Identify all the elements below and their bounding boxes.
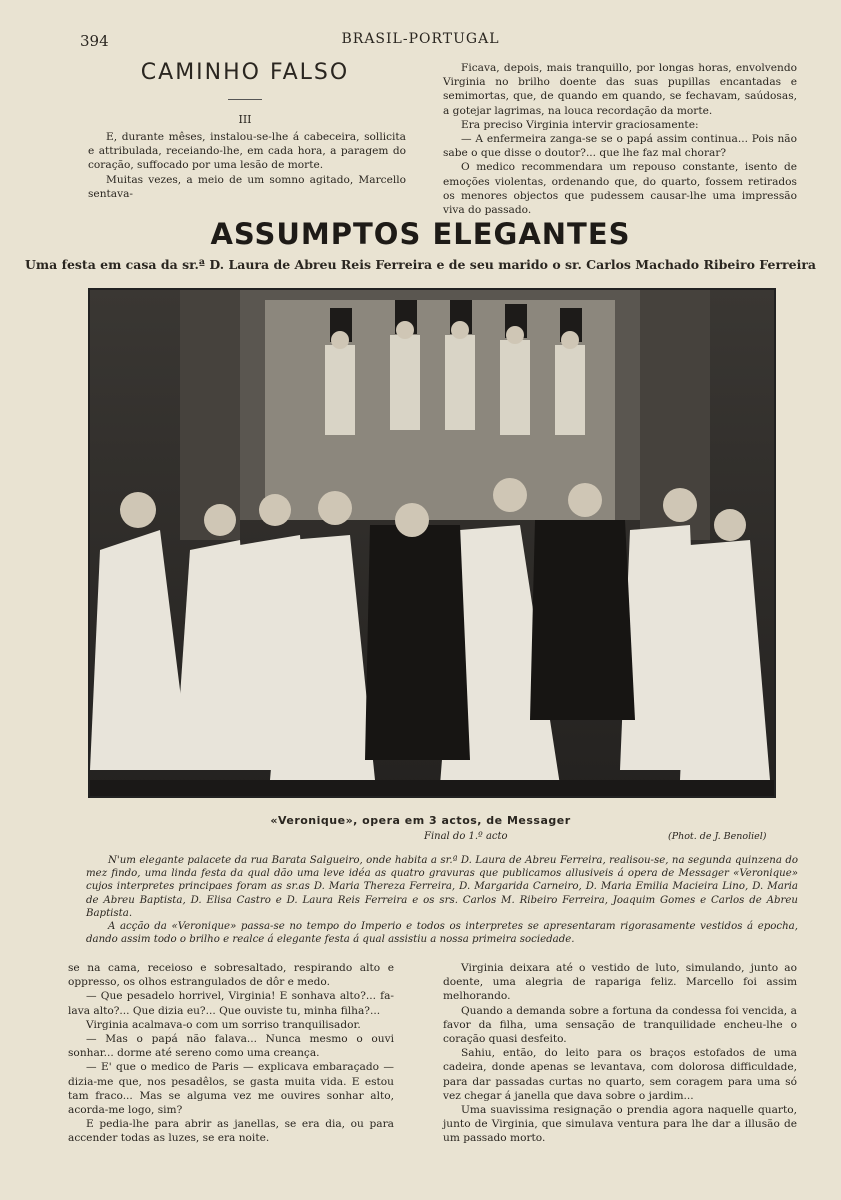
photo-illustration (90, 290, 774, 796)
paragraph: Ficava, depois, mais tranquillo, por longas horas, envolvendo Virginia no brilho doente das suas pupillas encantadas e semimortas, que, de quando em quando, se fechavam, saúdosas, a gotejar lagrimas, na louca recordação da morte. (443, 62, 797, 117)
story-column-2-bottom (443, 961, 797, 1146)
title-rule (228, 99, 262, 100)
paragraph: Muitas vezes, a meio de um somno agitado, Marcello sentava- (88, 173, 406, 200)
photo-subcaption: Final do 1.º acto (424, 831, 508, 842)
story-column-1-top (88, 130, 406, 201)
event-report (86, 854, 798, 946)
photo-caption: «Veronique», opera em 3 actos, de Messager (270, 814, 571, 827)
event-photograph (88, 288, 776, 798)
section-title: ASSUMPTOS ELEGANTES (210, 217, 631, 251)
paragraph: N'um elegante palacete da rua Barata Salgueiro, onde habita a sr.ª D. Laura de Abreu Ferreira, realisou-se, na segunda quinzena do mez findo, uma linda festa da qual dão uma leve idéa as quatro gravuras que publicamos allusiveis á opera de Messager «Veronique» cujos interpretes principaes foram as sr.as D. Maria Thereza Ferreira, D. Margarida Carneiro, D. Maria Emilia Macieira Lino, D. Maria de Abreu Baptista, D. Elisa Castro e D. Laura Reis Ferreira e os srs. Carlos M. Ribeiro Ferreira, Joaquim Gomes e Carlos de Abreu Baptista. (86, 855, 798, 919)
paragraph: A acção da «Veronique» passa-se no tempo do Imperio e todos os interpretes se apresentaram rigorasamente vestidos á epocha, dando assim todo o brilho e realce á elegante festa á qual assistiu a nossa primeira sociedade. (86, 921, 798, 946)
section-subtitle: Uma festa em casa da sr.ª D. Laura de Abreu Reis Ferreira e de seu marido o sr. Carlos Machado Ribeiro Ferreira (24, 257, 817, 272)
paragraph: — E' que o medico de Paris — explicava embaraçado — dizia-me que, nos pesadêlos, se gasta muita vida. E estou tam fraco... Mas se alguma vez me ouvires sonhar alto, acorda-me logo, sim? (68, 1061, 394, 1117)
paragraph: — Que pesadelo horrivel, Virginia! E sonhava alto?... fa-lava alto?... Que dizia eu?... Que ouviste tu, minha filha?... (68, 990, 394, 1017)
paragraph: Uma suavissima resignação o prendia agora naquelle quarto, junto de Virginia, que simulava ventura para lhe dar a illusão de um passado morto. (443, 1104, 797, 1145)
story-title: CAMINHO FALSO (140, 60, 350, 85)
paragraph: — Mas o papá não falava... Nunca mesmo o ouvi sonhar... dorme até sereno como uma creança. (68, 1033, 394, 1060)
page-number: 394 (80, 32, 109, 50)
paragraph: — A enfermeira zanga-se se o papá assim continua... Pois não sabe o que disse o doutor?... que lhe faz mal chorar? (443, 133, 797, 160)
chapter-number: III (238, 113, 252, 126)
paragraph: Sahiu, então, do leito para os braços estofados de uma cadeira, donde apenas se levantava, com dolorosa difficuldade, para dar passadas curtas no quarto, sem coragem para uma só vez chegar á janella que dava sobre o jardim... (443, 1047, 797, 1102)
paragraph: Quando a demanda sobre a fortuna da condessa foi vencida, a favor da filha, uma sensação de tranquilidade encheu-lhe o coração quasi desfeito. (443, 1004, 797, 1046)
story-column-2-top (443, 61, 797, 217)
paragraph: Virginia deixara até o vestido de luto, simulando, junto ao doente, uma alegria de rapariga feliz. Marcello foi assim melhorando. (443, 962, 797, 1003)
paragraph: E, durante mêses, instalou-se-lhe á cabeceira, sollicita e attribulada, receiando-lhe, em cada hora, a paragem do coração, suffocado por uma lesão de morte. (88, 131, 406, 172)
paragraph: Era preciso Virginia intervir graciosamente: (461, 118, 699, 131)
story-column-1-bottom (68, 961, 394, 1146)
photo-credit: (Phot. de J. Benoliel) (668, 831, 767, 842)
paragraph: O medico recommendara um repouso constante, isento de emoções violentas, ordenando que, do quarto, fossem retirados os menores objectos que pudessem causar-lhe uma impressão viva do passado. (443, 161, 797, 217)
paragraph: E pedia-lhe para abrir as janellas, se era dia, ou para accender todas as luzes, se era noite. (68, 1118, 394, 1145)
running-title: BRASIL-PORTUGAL (341, 31, 500, 47)
paragraph: Virginia acalmava-o com um sorriso tranquilisador. (86, 1018, 361, 1031)
paragraph: se na cama, receioso e sobresaltado, respirando alto e oppresso, os olhos estrangulados de dôr e medo. (68, 962, 394, 989)
